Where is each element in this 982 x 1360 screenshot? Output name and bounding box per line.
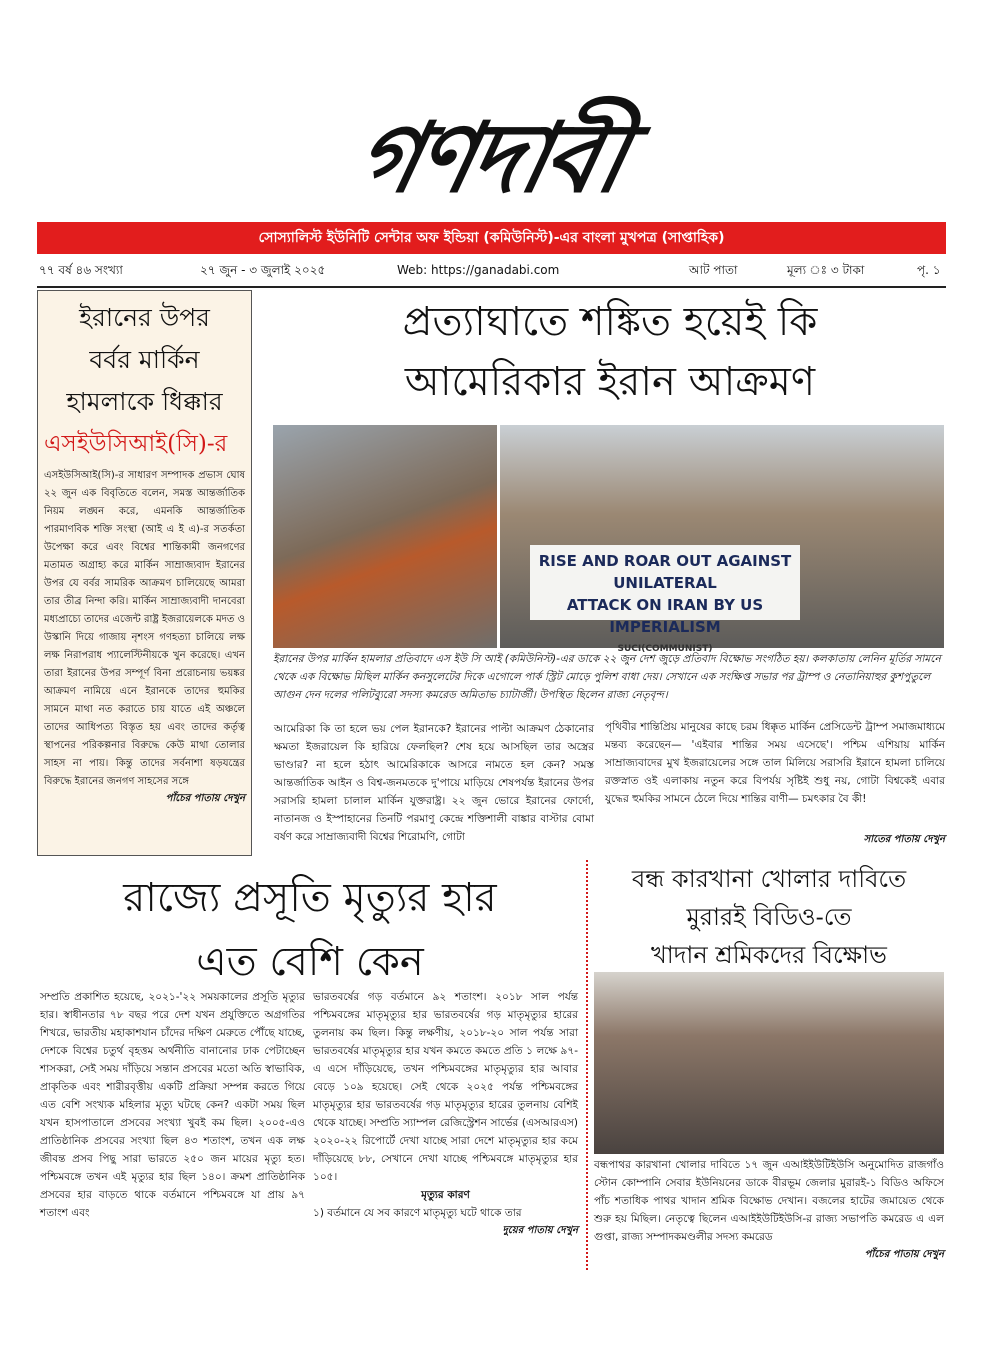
sidebar-headline-1: ইরানের উপর	[79, 303, 210, 332]
story2-headline-line-2: এত বেশি কেন	[196, 939, 424, 985]
story3-body	[594, 1156, 944, 1264]
story3-headline-line-3: খাদান শ্রমিকদের বিক্ষোভ	[651, 941, 887, 969]
story2-column-2-text: ভারতবর্ষের গড় বর্তমানে ৯২ শতাংশ। ২০১৮ সাল পর্যন্ত পশ্চিমবঙ্গের মাতৃমৃত্যুর হার ভারতবর্ষের গড় মাতৃমৃত্যুর হারের তুলনায় কম ছিল। কিন্তু লক্ষণীয়, ২০১৮-২০ সাল পর্যন্ত সারা ভারতবর্ষের মাতৃমৃত্যুর হার যখন কমতে কমতে প্রতি ১ লক্ষে ৯৭-এ এসে দাঁড়িয়েছে, তখন পশ্চিমবঙ্গের মাতৃমৃত্যুর হার আবার বেড়ে ১০৯ হয়েছে। সেই থেকে ২০২৫ পর্যন্ত পশ্চিমবঙ্গের মাতৃমৃত্যুর হার ভারতবর্ষের গড় মাতৃমৃত্যুর হারের তুলনায় বেশিই থেকে যাচ্ছে। সম্প্রতি স্যাম্পল রেজিস্ট্রেশন সার্ভের (এসআরএস) ২০২০-২২ রিপোর্টে দেখা যাচ্ছে সারা দেশে মাতৃমৃত্যুর হার কমে দাঁড়িয়েছে ৮৮, সেখানে দেখা যাচ্ছে পশ্চিমবঙ্গে মাতৃমৃত্যুর হার ১০৫।	[313, 991, 578, 1183]
banner-line-2: ATTACK ON IRAN BY US IMPERIALISM	[566, 596, 764, 636]
protest-banner	[530, 545, 800, 654]
sidebar-headline-2: বর্বর মার্কিন	[89, 345, 200, 374]
issue-info-bar	[37, 256, 946, 288]
story2-column-2	[313, 988, 578, 1240]
page-number: পৃ. ১	[917, 263, 941, 277]
lead-headline-line-1: প্রত্যাঘাতে শঙ্কিত হয়েই কি	[402, 299, 818, 345]
banner-line-1: RISE AND ROAR OUT AGAINST UNILATERAL	[538, 552, 792, 592]
page-count: আট পাতা	[689, 263, 738, 277]
lead-continued[interactable]: সাতের পাতায় দেখুন	[863, 834, 945, 845]
tagline-bar: সোস্যালিস্ট ইউনিটি সেন্টার অফ ইন্ডিয়া (কমিউনিস্ট)-এর বাংলা মুখপত্র (সাপ্তাহিক)	[37, 222, 946, 254]
story2-point-1: ১) বর্তমানে যে সব কারণে মাতৃমৃত্যু ঘটে থাকে তার	[313, 1207, 522, 1219]
story2-subhead: মৃত্যুর কারণ	[421, 1189, 470, 1201]
banner-org: SUCI(COMMUNIST)	[617, 644, 713, 654]
rally-photo	[500, 425, 944, 654]
sidebar-body: এসইউসিআই(সি)-র সাধারণ সম্পাদক প্রভাস ঘোষ ২২ জুন এক বিবৃতিতে বলেন, সমস্ত আন্তর্জাতিক নিয়ম লঙ্ঘন করে, এমনকি আন্তর্জাতিক পারমাণবিক শক্তি সংস্থা (আই এ ই এ)-র সতর্কতা উপেক্ষা করে এবং বিশ্বের শান্তিকামী জনগণের মতামত অগ্রাহ্য করে মার্কিন সাম্রাজ্যবাদ ইরানের উপর যে বর্বর সামরিক আক্রমণ চালিয়েছে আমরা তার তীব্র নিন্দা করি। মার্কিন সাম্রাজ্যবাদী দানবেরা মধ্যপ্রাচ্যে তাদের এজেন্ট রাষ্ট্র ইজরায়েলকে মদত ও উস্কানি দিয়ে গাজায় নৃশংস গণহত্যা চালিয়ে লক্ষ লক্ষ নিরাপরাধ প্যালেস্টিনীয়কে খুন করেছে। এখন তারা ইরানের উপর সম্পূর্ণ বিনা প্ররোচনায় ভয়ঙ্কর আক্রমণ নামিয়ে এনে ইরানকে তাদের হুমকির সামনে মাথা নত করাতে চায় যাতে এই অঞ্চলে তাদের আধিপত্য বিস্তৃত হয় এবং তাদের কর্তৃত্ব স্থাপনের পরিকল্পনার বিরুদ্ধে কেউ মাথা তোলার সাহস না পায়। কিন্তু তাদের সর্বনাশা ষড়যন্ত্রের বিরুদ্ধে ইরানের জনগণ সাহসের সঙ্গে	[44, 470, 245, 787]
story3-headline-line-1: বন্ধ কারখানা খোলার দাবিতে	[631, 865, 907, 893]
story3-headline-line-2: মুরারই বিডিও-তে	[686, 903, 852, 931]
effigy-burning-photo	[273, 425, 497, 648]
lead-headline-line-2: আমেরিকার ইরান আক্রমণ	[404, 359, 816, 405]
photo-caption: ইরানের উপর মার্কিন হামলার প্রতিবাদে এস ইউ সি আই (কমিউনিস্ট)-এর ডাকে ২২ জুন দেশ জুড়ে প্রতিবাদ বিক্ষোভ সংগঠিত হয়। কলকাতায় লেনিন মূর্তির সামনে থেকে এক বিক্ষোভ মিছিল মার্কিন কনসুলেটের দিকে এগোলে পার্ক স্ট্রিট মোড়ে পুলিশ বাধা দেয়। সেখানে এক সংক্ষিপ্ত সভার পর ট্রাম্প ও নেতানিয়াহুর কুশপুতুলে আগুন দেন দলের পলিটব্যুরো সদস্য কমরেড অমিতাভ চ্যাটার্জী। উপস্থিত ছিলেন রাজ্য নেতৃবৃন্দ।	[273, 653, 941, 701]
sidebar-continued[interactable]: পাঁচের পাতায় দেখুন	[165, 793, 245, 804]
lead-headline	[285, 292, 935, 412]
story2-continued[interactable]: দুয়ের পাতায় দেখুন	[502, 1225, 578, 1236]
masthead	[268, 95, 713, 220]
newspaper-logo: গণদাবী	[346, 101, 635, 214]
maternal-mortality-headline	[40, 866, 580, 994]
sidebar-org: এসইউসিআই(সি)-র	[44, 431, 228, 457]
column-divider	[586, 860, 588, 1270]
story3-continued[interactable]: পাঁচের পাতায় দেখুন	[864, 1249, 944, 1260]
lead-column-1: আমেরিকা কি তা হলে ভয় পেল ইরানকে? ইরানের পাল্টা আক্রমণ ঠেকানোর ক্ষমতা ইজরায়েল কি হারিয়ে ফেলছিল? শেষ হয়ে আসছিল তার অস্ত্রের ভাণ্ডার? না হলে হঠাৎ আমেরিকাকে আসরে নামতে হল কেন? সমস্ত আন্তর্জাতিক আইন ও বিশ্ব-জনমতকে দু'পায়ে মাড়িয়ে শেষপর্যন্ত ইরানের উপর সরাসরি হামলা চালাল মার্কিন যুক্তরাষ্ট্র। ২২ জুন ভোরে ইরানের ফোর্দো, নাতানজ ও ইস্পাহানের তিনটি পরমাণু কেন্দ্রে শক্তিশালী বাঙ্কার বাস্টার বোমা বর্ষণ করে সাম্রাজ্যবাদী বিশ্বের শিরোমণি, গোটা	[274, 723, 594, 843]
sidebar-box	[37, 290, 252, 856]
issue-date: ২৭ জুন - ৩ জুলাই ২০২৫	[200, 263, 326, 277]
price: মূল্য ঃ ৩ টাকা	[787, 263, 865, 277]
lead-column-2: পৃথিবীর শান্তিপ্রিয় মানুষের কাছে চরম ধিক্কৃত মার্কিন প্রেসিডেন্ট ট্রাম্প সমাজমাধ্যমে মন্তব্য করেছেন— 'এইবার শান্তির সময় এসেছে'। পশ্চিম এশিয়ায় মার্কিন সাম্রাজ্যবাদের মুখ ইজরায়েলের সঙ্গে তাল মিলিয়ে সরাসরি ইরানে হামলা চালিয়ে রক্তস্নাত ওই এলাকায় নতুন করে বিপর্যয় সৃষ্টিই শুধু নয়, গোটা বিশ্বকেই এবার যুদ্ধের হুমকির সামনে ঠেলে দিয়ে শান্তির বাণী— চমৎকার বৈ কী!	[605, 721, 945, 805]
story2-column-1: সম্প্রতি প্রকাশিত হয়েছে, ২০২১-'২২ সময়কালের প্রসূতি মৃত্যুর হার। স্বাধীনতার ৭৮ বছর পরে দেশ যখন প্রযুক্তিতে অগ্রগতির শিখরে, ভারতীয় মহাকাশযান চাঁদের দক্ষিণ মেরুতে পৌঁছে যাচ্ছে, দেশকে বিশ্বের চতুর্থ বৃহত্তম অর্থনীতি বানানোর ঢাক পেটাচ্ছেন শাসকরা, সেই সময় দাঁড়িয়ে সন্তান প্রসবের মতো অতি স্বাভাবিক, প্রাকৃতিক এবং শারীরবৃত্তীয় একটি প্রক্রিয়া সম্পন্ন করতে গিয়ে এত বেশি সংখ্যক মহিলার মৃত্যু ঘটছে কেন? একটা সময় ছিল যখন হাসপাতালে প্রসবের সংখ্যা খুবই কম ছিল। ২০০৫-এও প্রাতিষ্ঠানিক প্রসবের সংখ্যা ছিল ৪৩ শতাংশ, তখন এক লক্ষ জীবন্ত প্রসব পিছু সারা ভারতে ২৫০ জন মায়ের মৃত্যু হত। পশ্চিমবঙ্গে তখন এই মৃত্যুর হার ছিল ১৪০। ক্রমশ প্রাতিষ্ঠানিক প্রসবের হার বাড়তে থাকে বর্তমানে পশ্চিমবঙ্গে যা প্রায় ৯৭ শতাংশ এবং	[40, 991, 305, 1219]
website-link[interactable]: Web: https://ganadabi.com	[397, 263, 560, 277]
factory-protest-headline	[594, 860, 944, 974]
issue-number: ৭৭ বর্ষ ৪৬ সংখ্যা	[39, 263, 123, 277]
story3-text: বন্ধপাথর কারখানা খোলার দাবিতে ১৭ জুন এআইইউটিইউসি অনুমোদিত রাজগাঁও স্টোন কোম্পানি সেবার ইউনিয়নের ডাকে বীরভূম জেলার মুরারই-১ বিডিও অফিসে পাঁচ শতাধিক পাথর খাদান শ্রমিক বিক্ষোভ দেখান। বজলের হাটের জমায়েত থেকে শুরু হয় মিছিল। নেতৃত্বে ছিলেন এআইইউটিইউসি-র রাজ্য সভাপতি কমরেড এ এল গুপ্তা, রাজ্য সম্পাদকমণ্ডলীর সদস্য কমরেড	[594, 1159, 944, 1243]
story2-headline-line-1: রাজ্যে প্রসূতি মৃত্যুর হার	[123, 875, 497, 921]
sidebar-headline-3: হামলাকে ধিক্কার	[66, 387, 223, 416]
workers-protest-photo	[594, 972, 944, 1154]
